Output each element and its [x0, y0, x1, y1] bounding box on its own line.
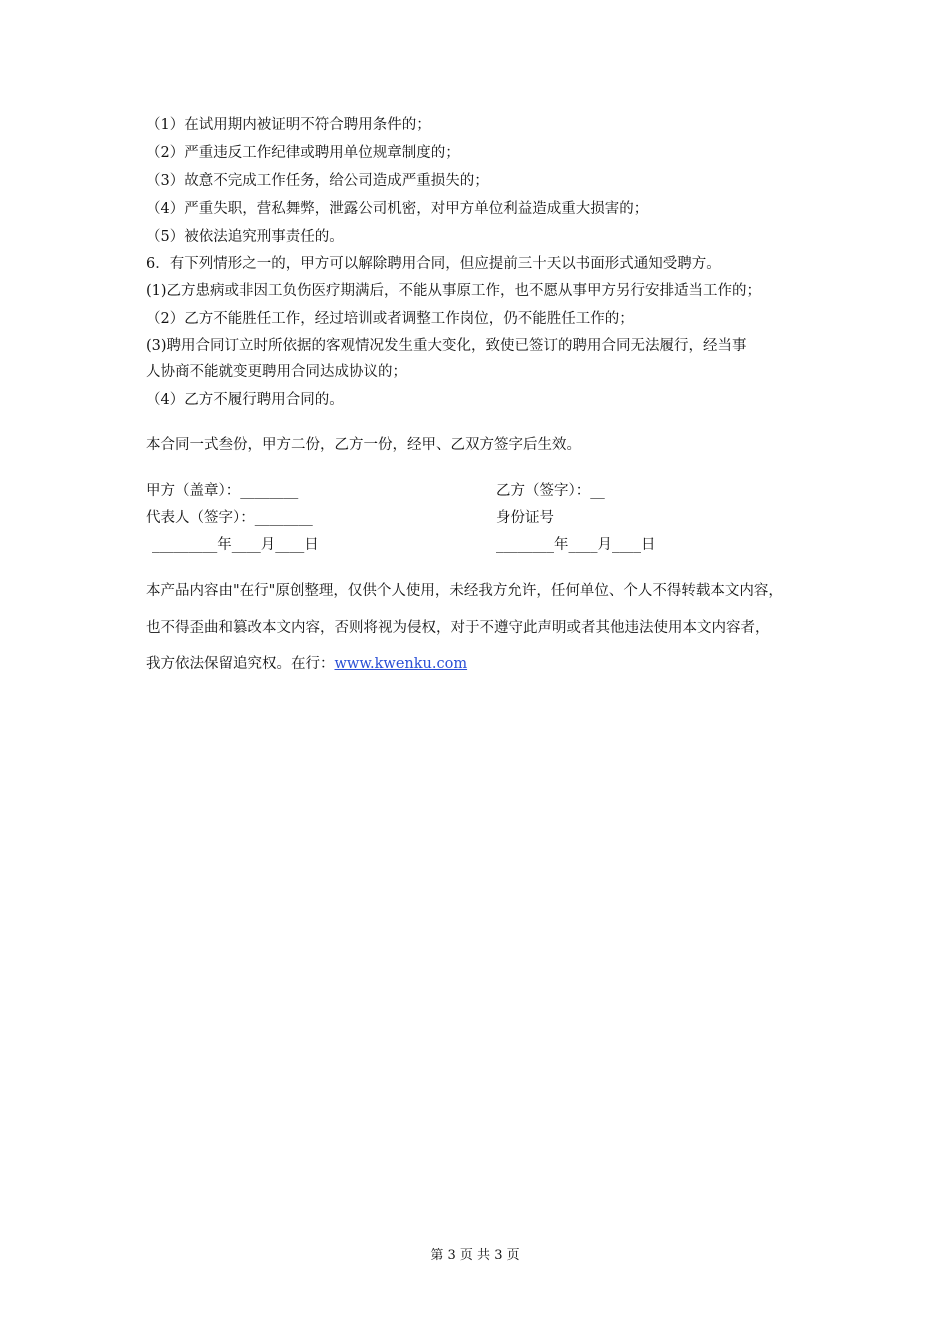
item-4: （4）严重失职，营私舞弊，泄露公司机密，对甲方单位利益造成重大损害的； — [146, 201, 649, 217]
item-5: （5）被依法追究刑事责任的。 — [146, 229, 344, 245]
copies-statement: 本合同一式叁份，甲方二份，乙方一份，经甲、乙双方签字后生效。 — [146, 437, 581, 453]
representative-sign: 代表人（签字）：________ — [146, 510, 313, 526]
notice-line-3-text: 我方依法保留追究权。在行： — [146, 656, 335, 672]
clause-6-item-3: (3)聘用合同订立时所依据的客观情况发生重大变化，致使已签订的聘用合同无法履行，经当事 — [146, 338, 747, 354]
item-1: （1）在试用期内被证明不符合聘用条件的； — [146, 117, 431, 133]
party-a-seal: 甲方（盖章）：________ — [146, 483, 299, 499]
date-a: _________年____月____日 — [152, 537, 319, 553]
website-link[interactable]: www.kwenku.com — [334, 656, 468, 672]
page-footer: 第 3 页 共 3 页 — [430, 1248, 520, 1263]
item-3: （3）故意不完成工作任务，给公司造成严重损失的； — [146, 173, 489, 189]
item-2: （2）严重违反工作纪律或聘用单位规章制度的； — [146, 145, 460, 161]
id-number-label: 身份证号 — [496, 510, 554, 526]
clause-6-item-3-cont: 人协商不能就变更聘用合同达成协议的； — [146, 364, 407, 380]
notice-line-2: 也不得歪曲和篡改本文内容，否则将视为侵权，对于不遵守此声明或者其他违法使用本文内容者， — [146, 620, 770, 636]
clause-6-item-2: （2）乙方不能胜任工作，经过培训或者调整工作岗位，仍不能胜任工作的； — [146, 311, 634, 327]
clause-6-item-4: （4）乙方不履行聘用合同的。 — [146, 392, 344, 408]
notice-line-1: 本产品内容由"在行"原创整理，仅供个人使用，未经我方允许，任何单位、个人不得转载本文内容， — [146, 583, 783, 599]
clause-6-item-1: (1)乙方患病或非因工负伤医疗期满后，不能从事原工作，也不愿从事甲方另行安排适当工作的； — [146, 283, 762, 299]
date-b: ________年____月____日 — [496, 537, 656, 553]
party-b-sign: 乙方（签字）：__ — [496, 483, 605, 499]
notice-line-3 — [146, 654, 467, 674]
clause-6: 6．有下列情形之一的，甲方可以解除聘用合同，但应提前三十天以书面形式通知受聘方。 — [146, 256, 721, 272]
